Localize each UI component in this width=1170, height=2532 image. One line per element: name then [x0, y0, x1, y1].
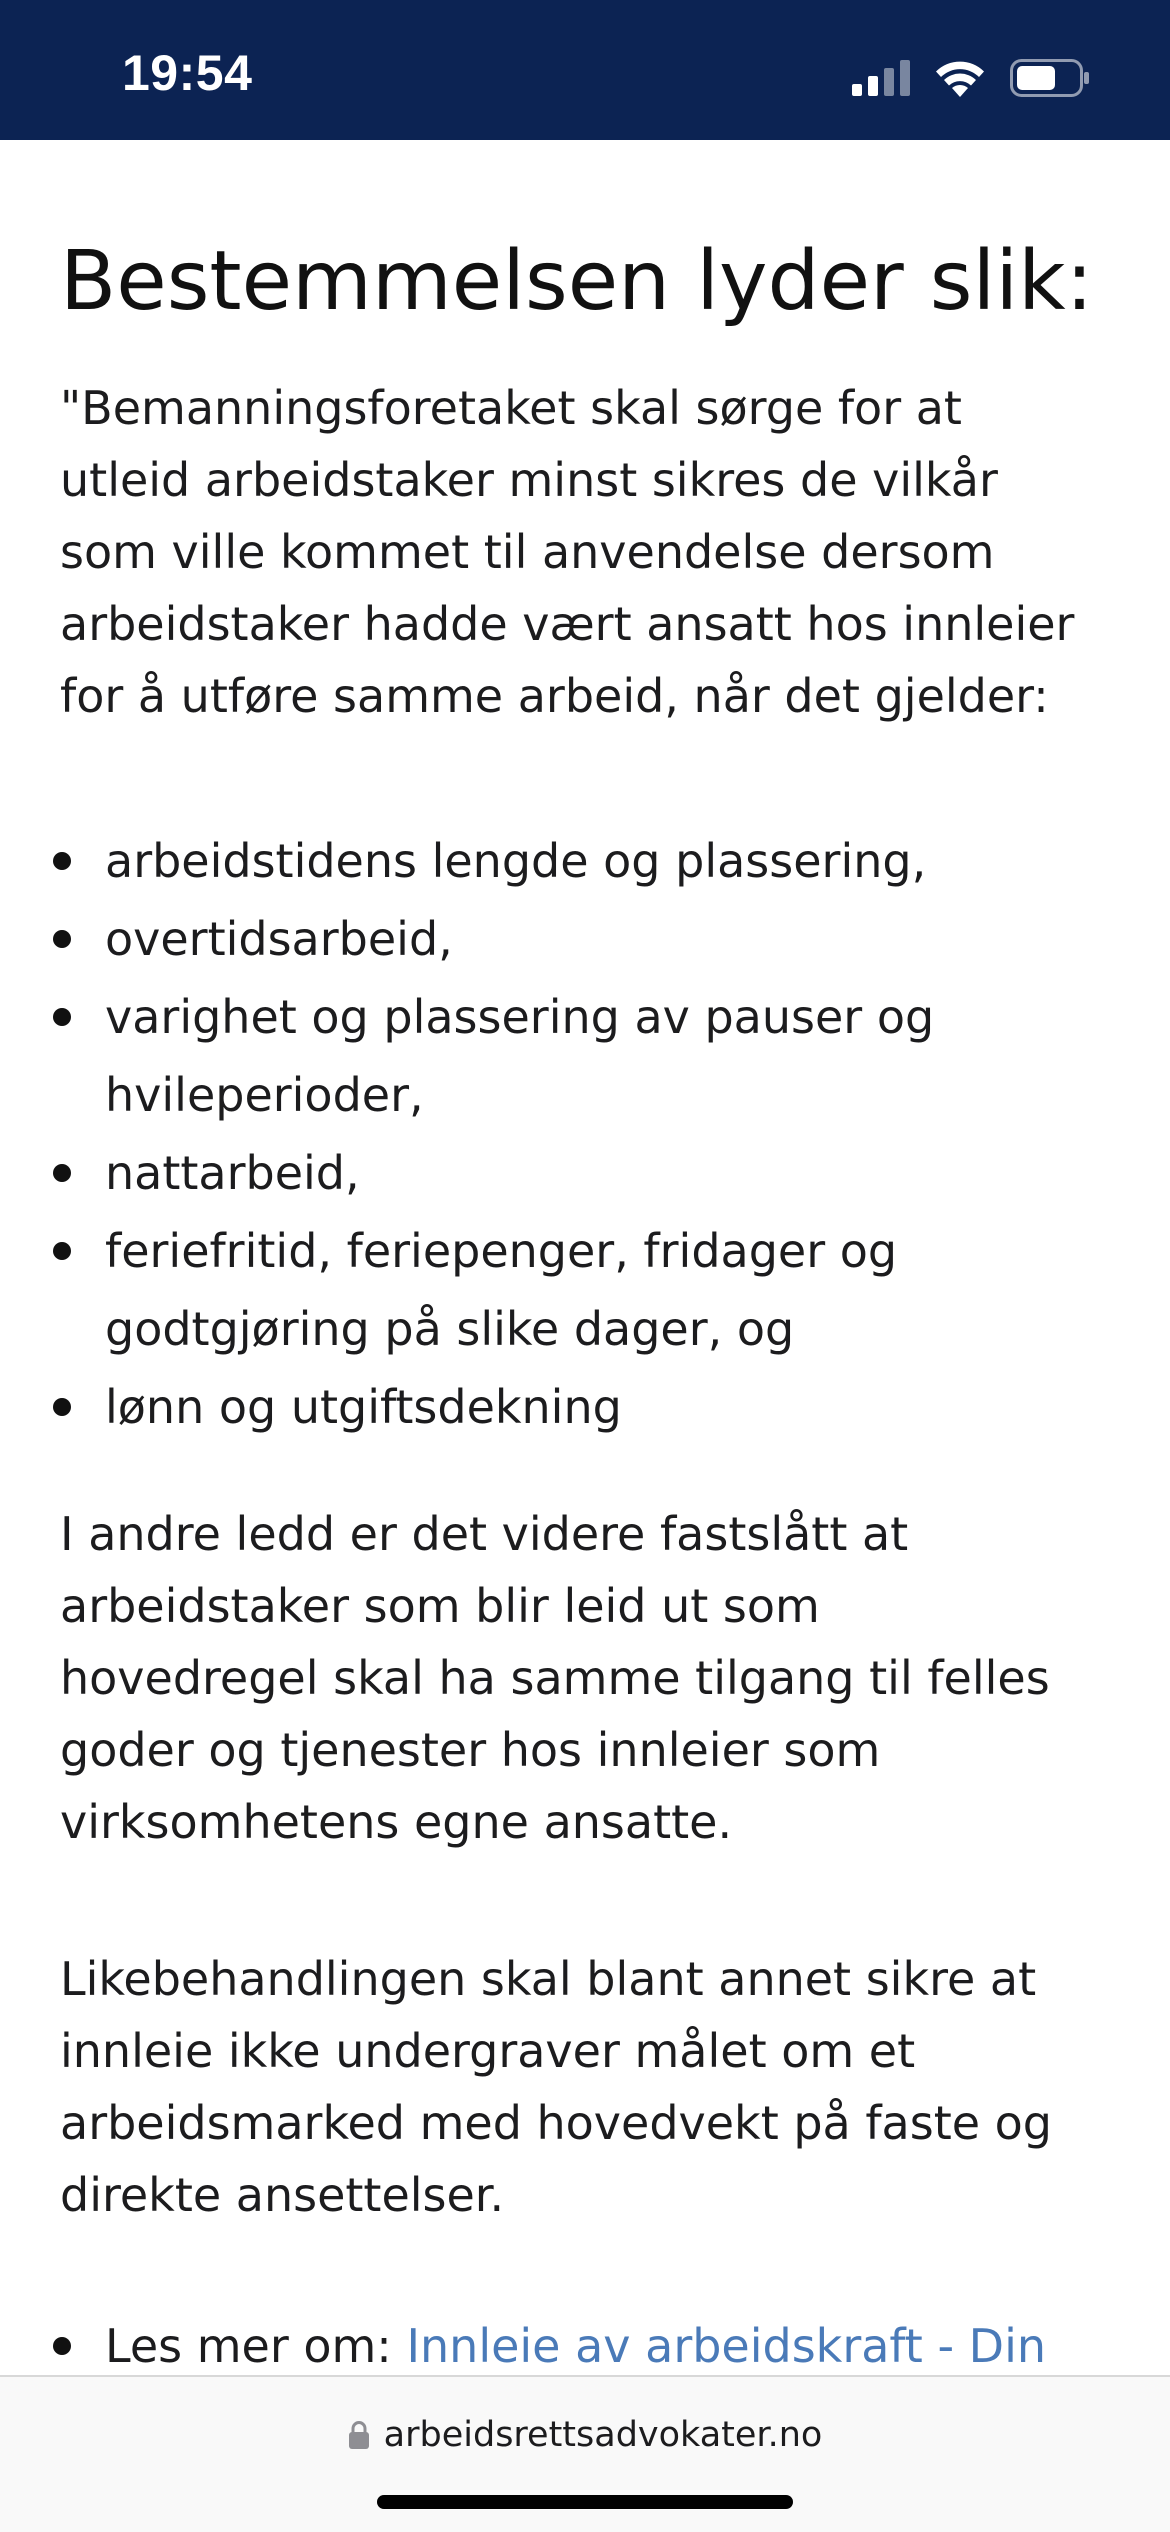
intro-line: utleid arbeidstaker minst sikres de vilkår: [60, 453, 998, 507]
list-item-text: varighet og plassering av pauser og: [105, 990, 935, 1044]
cellular-signal-icon: [852, 60, 910, 96]
conditions-list: [0, 822, 1170, 1446]
read-more-line: [105, 2307, 1170, 2375]
list-item: [0, 900, 1170, 978]
paragraph-line: Likebehandlingen skal blant annet sikre at: [60, 1952, 1037, 2006]
paragraph-line: goder og tjenester hos innleier som: [60, 1723, 881, 1777]
status-icons: [852, 56, 1090, 100]
wifi-icon: [934, 59, 986, 97]
list-item-text: lønn og utgiftsdekning: [105, 1380, 622, 1434]
read-more-list: [0, 2307, 1170, 2375]
read-more-prefix: Les mer om:: [105, 2319, 407, 2373]
paragraph-line: hovedregel skal ha samme tilgang til felles: [60, 1651, 1050, 1705]
intro-line: som ville kommet til anvendelse dersom: [60, 525, 995, 579]
list-item-text: nattarbeid,: [105, 1146, 360, 1200]
intro-line: "Bemanningsforetaket skal sørge for at: [60, 381, 962, 435]
address-bar[interactable]: [0, 2375, 1170, 2532]
list-item-text: arbeidstidens lengde og plassering,: [105, 834, 927, 888]
paragraph-line: I andre ledd er det videre fastslått at: [60, 1507, 909, 1561]
url-text[interactable]: arbeidsrettsadvokater.no: [383, 2415, 823, 2455]
second-paragraph: [60, 1498, 1120, 1858]
list-item-text: hvileperioder,: [105, 1068, 424, 1122]
list-item-text: godtgjøring på slike dager, og: [105, 1302, 795, 1356]
read-more-link[interactable]: Innleie av arbeidskraft - Din: [406, 2319, 1047, 2373]
list-item: [0, 1134, 1170, 1212]
lock-icon: [348, 2420, 370, 2450]
paragraph-line: innleie ikke undergraver målet om et: [60, 2024, 916, 2078]
read-more-item: [0, 2307, 1170, 2375]
list-item-text: overtidsarbeid,: [105, 912, 453, 966]
paragraph-line: arbeidsmarked med hovedvekt på faste og: [60, 2096, 1053, 2150]
intro-line: for å utføre samme arbeid, når det gjelder:: [60, 669, 1049, 723]
paragraph-line: virksomhetens egne ansatte.: [60, 1795, 733, 1849]
status-bar: [0, 0, 1170, 140]
list-item: [0, 978, 1170, 1134]
list-item: [0, 822, 1170, 900]
home-indicator: [377, 2495, 793, 2509]
intro-line: arbeidstaker hadde vært ansatt hos innleier: [60, 597, 1075, 651]
url-display[interactable]: [0, 2415, 1170, 2455]
status-time: 19:54: [122, 45, 253, 101]
article-heading: Bestemmelsen lyder slik:: [60, 234, 1094, 329]
list-item: [0, 1212, 1170, 1368]
intro-paragraph: [60, 372, 1120, 732]
paragraph-line: direkte ansettelser.: [60, 2168, 505, 2222]
article-content: [0, 140, 1170, 2375]
paragraph-line: arbeidstaker som blir leid ut som: [60, 1579, 820, 1633]
list-item-text: feriefritid, feriepenger, fridager og: [105, 1224, 898, 1278]
list-item: [0, 1368, 1170, 1446]
battery-icon: [1010, 59, 1090, 97]
third-paragraph: [60, 1943, 1120, 2231]
